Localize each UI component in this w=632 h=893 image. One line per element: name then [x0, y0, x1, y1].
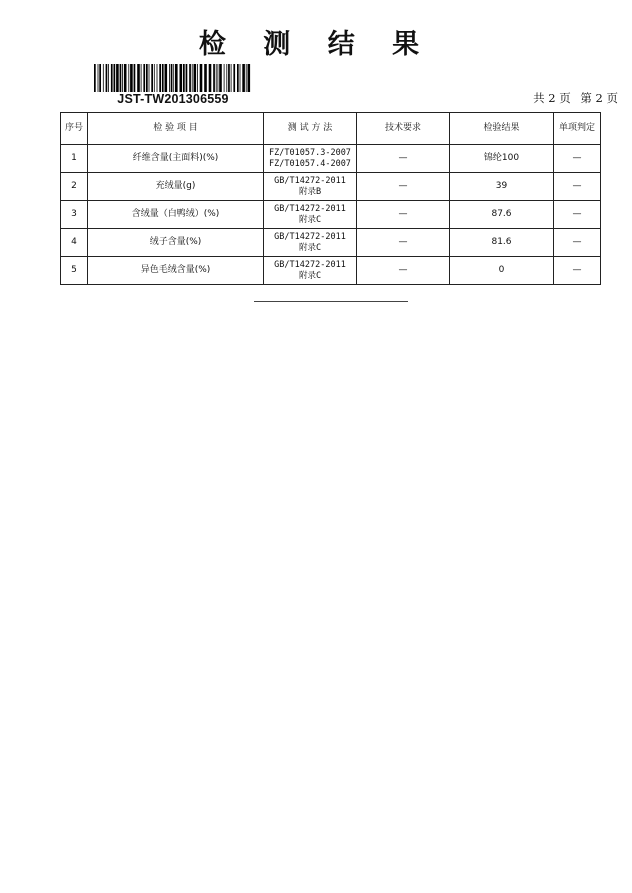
method-line: 附录C — [298, 270, 322, 281]
row-item: 纤维含量(主面料)(%) — [88, 145, 264, 173]
row-result: 81.6 — [450, 229, 554, 257]
row-judgement: — — [554, 229, 601, 257]
method-line: 附录C — [298, 242, 322, 253]
row-no: 1 — [61, 145, 88, 173]
method-line: 附录C — [298, 214, 322, 225]
header-no: 序号 — [61, 113, 88, 145]
row-judgement: — — [554, 257, 601, 285]
table-row — [61, 145, 601, 173]
row-requirement: — — [357, 145, 450, 173]
method-line: FZ/T01057.3-2007 — [269, 147, 351, 158]
header-requirement: 技术要求 — [357, 113, 450, 145]
table-header-row — [61, 113, 601, 145]
results-table — [60, 112, 601, 285]
page-total: 共 2 页 — [533, 91, 571, 105]
row-no: 2 — [61, 173, 88, 201]
document-title: 检 测 结 果 — [198, 29, 434, 60]
row-method — [264, 201, 357, 229]
row-method — [264, 173, 357, 201]
method-line: GB/T14272-2011 — [274, 175, 346, 186]
row-requirement: — — [357, 173, 450, 201]
row-no: 3 — [61, 201, 88, 229]
row-item: 异色毛绒含量(%) — [88, 257, 264, 285]
row-result: 39 — [450, 173, 554, 201]
method-line: GB/T14272-2011 — [274, 231, 346, 242]
header-method: 测 试 方 法 — [264, 113, 357, 145]
row-item: 含绒量（白鸭绒）(%) — [88, 201, 264, 229]
barcode — [94, 64, 252, 106]
method-line: 附录B — [298, 186, 322, 197]
page-current: 第 2 页 — [580, 91, 618, 105]
row-requirement: — — [357, 257, 450, 285]
row-no: 5 — [61, 257, 88, 285]
table-row — [61, 229, 601, 257]
row-result: 锦纶100 — [450, 145, 554, 173]
row-judgement: — — [554, 201, 601, 229]
signature-line — [254, 301, 408, 302]
table-row — [61, 257, 601, 285]
row-judgement: — — [554, 145, 601, 173]
header-result: 检验结果 — [450, 113, 554, 145]
barcode-icon — [94, 64, 251, 92]
row-no: 4 — [61, 229, 88, 257]
row-item: 充绒量(g) — [88, 173, 264, 201]
row-requirement: — — [357, 201, 450, 229]
row-result: 87.6 — [450, 201, 554, 229]
row-judgement: — — [554, 173, 601, 201]
header-item: 检 验 项 目 — [88, 113, 264, 145]
method-line: GB/T14272-2011 — [274, 259, 346, 270]
header-judgement: 单项判定 — [554, 113, 601, 145]
method-line: FZ/T01057.4-2007 — [269, 158, 351, 169]
row-result: 0 — [450, 257, 554, 285]
method-line: GB/T14272-2011 — [274, 203, 346, 214]
row-requirement: — — [357, 229, 450, 257]
table-row — [61, 173, 601, 201]
page-info — [527, 90, 618, 106]
row-method — [264, 257, 357, 285]
table-row — [61, 201, 601, 229]
row-method — [264, 229, 357, 257]
row-method — [264, 145, 357, 173]
barcode-number: JST-TW201306559 — [117, 92, 229, 106]
row-item: 绒子含量(%) — [88, 229, 264, 257]
